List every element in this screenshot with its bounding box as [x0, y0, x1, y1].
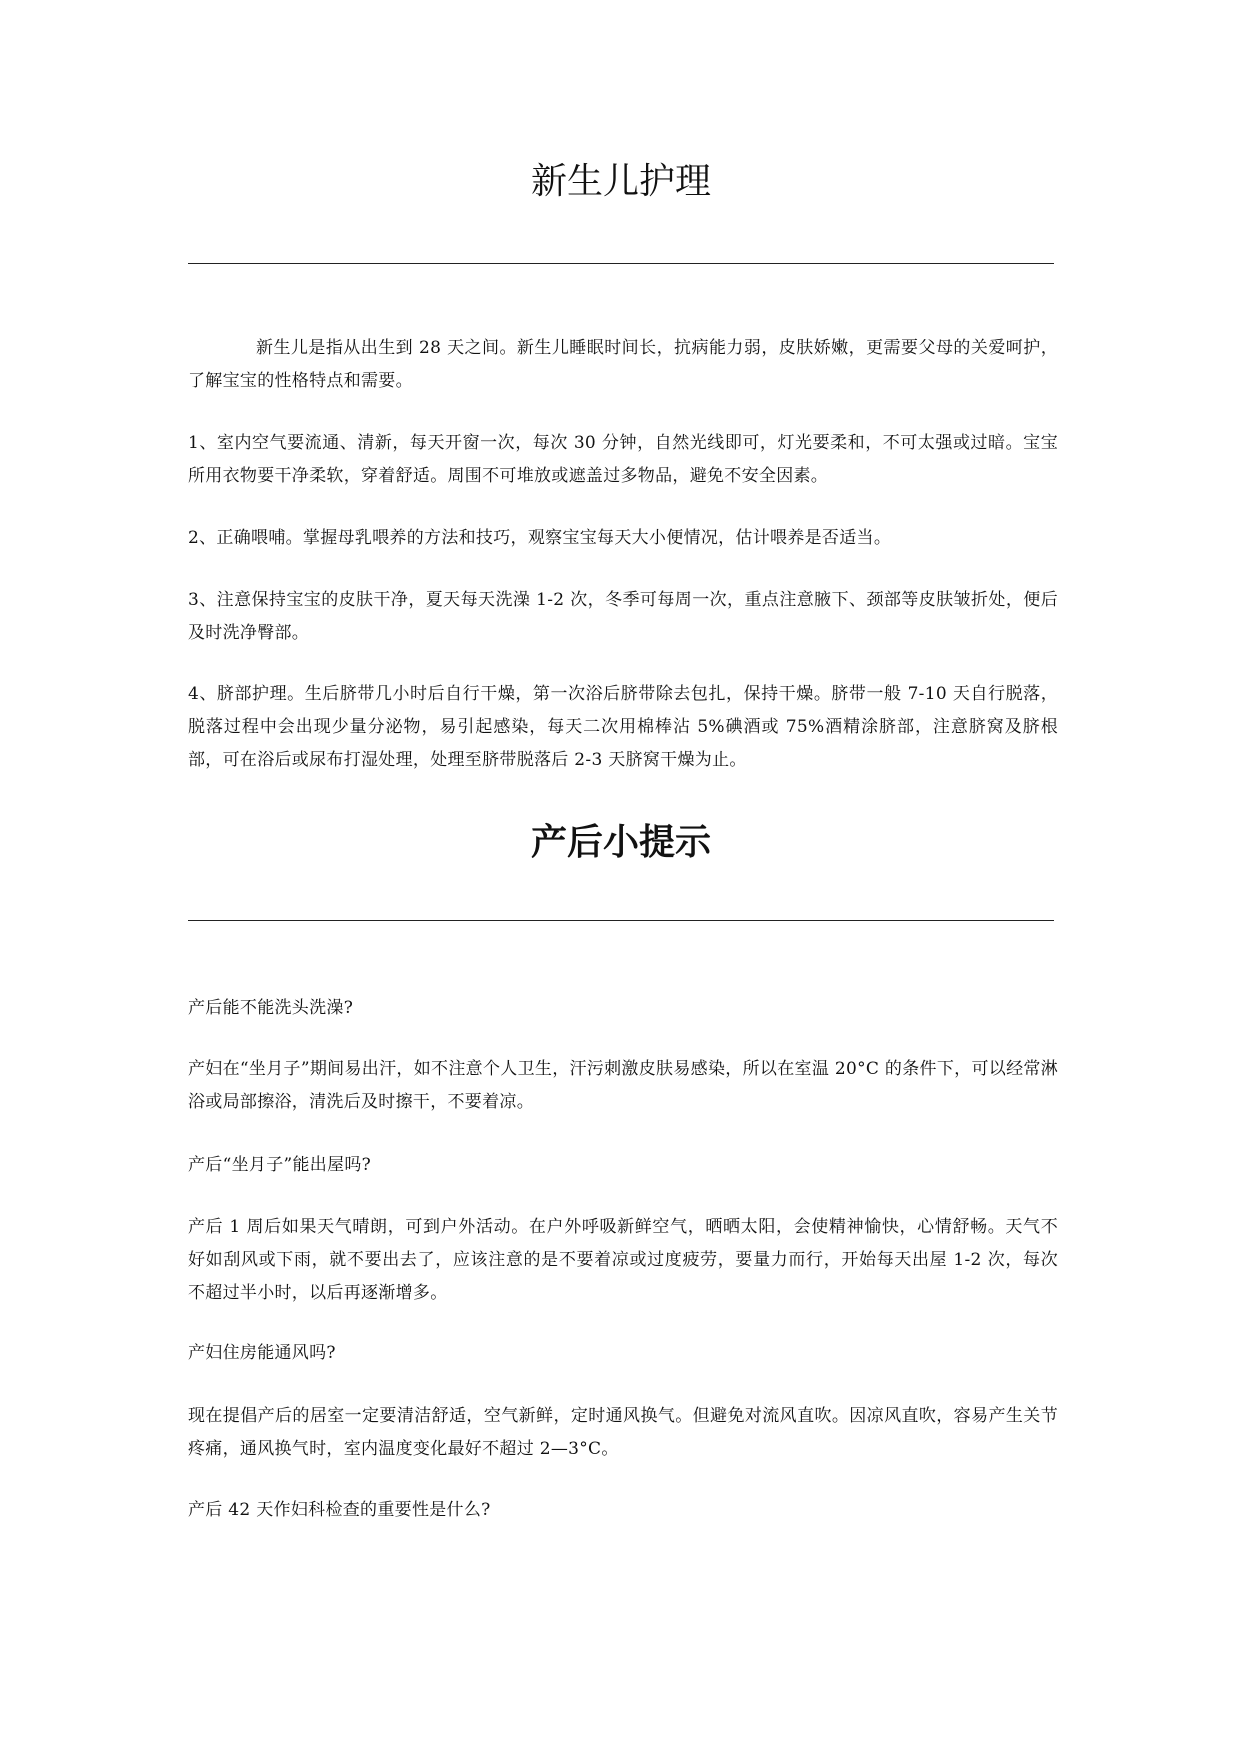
care-item-3: 3、注意保持宝宝的皮肤干净，夏天每天洗澡 1-2 次，冬季可每周一次，重点注意腋下、颈部等皮肤皱折处，便后及时洗净臀部。	[188, 590, 1058, 643]
answer-1: 产妇在“坐月子”期间易出汗，如不注意个人卫生，汗污刺激皮肤易感染，所以在室温 20°C 的条件下，可以经常淋浴或局部擦浴，清洗后及时擦干，不要着凉。	[188, 1059, 1058, 1112]
question-4: 产后 42 天作妇科检查的重要性是什么?	[188, 1500, 491, 1520]
answer-3: 现在提倡产后的居室一定要清洁舒适，空气新鲜，定时通风换气。但避免对流风直吹。因凉风直吹，容易产生关节疼痛，通风换气时，室内温度变化最好不超过 2—3°C。	[188, 1406, 1058, 1459]
intro-paragraph: 新生儿是指从出生到 28 天之间。新生儿睡眠时间长，抗病能力弱，皮肤娇嫩，更需要父母的关爱呵护，了解宝宝的性格特点和需要。	[188, 338, 1058, 391]
care-item-2: 2、正确喂哺。掌握母乳喂养的方法和技巧，观察宝宝每天大小便情况，估计喂养是否适当。	[188, 528, 892, 548]
question-1: 产后能不能洗头洗澡?	[188, 998, 354, 1018]
title-divider	[188, 920, 1054, 921]
answer-2: 产后 1 周后如果天气晴朗，可到户外活动。在户外呼吸新鲜空气，晒晒太阳，会使精神愉快，心情舒畅。天气不好如刮风或下雨，就不要出去了，应该注意的是不要着凉或过度疲劳，要量力而行，开始每天出屋 1-2 次，每次不超过半小时，以后再逐渐增多。	[188, 1217, 1058, 1303]
care-item-4: 4、脐部护理。生后脐带几小时后自行干燥，第一次浴后脐带除去包扎，保持干燥。脐带一般 7-10 天自行脱落，脱落过程中会出现少量分泌物，易引起感染，每天二次用棉棒沾 5%碘酒或 75%酒精涂脐部，注意脐窝及脐根部，可在浴后或尿布打湿处理，处理至脐带脱落后 2-3 天脐窝干燥为止。	[188, 684, 1058, 770]
section-title-postpartum-tips: 产后小提示	[530, 821, 711, 863]
title-divider	[188, 263, 1054, 264]
section-title-newborn-care: 新生儿护理	[530, 161, 711, 202]
question-3: 产妇住房能通风吗?	[188, 1343, 336, 1363]
care-item-1: 1、室内空气要流通、清新，每天开窗一次，每次 30 分钟，自然光线即可，灯光要柔和，不可太强或过暗。宝宝所用衣物要干净柔软，穿着舒适。周围不可堆放或遮盖过多物品，避免不安全因素。	[188, 433, 1058, 486]
question-2: 产后“坐月子”能出屋吗?	[188, 1155, 372, 1175]
